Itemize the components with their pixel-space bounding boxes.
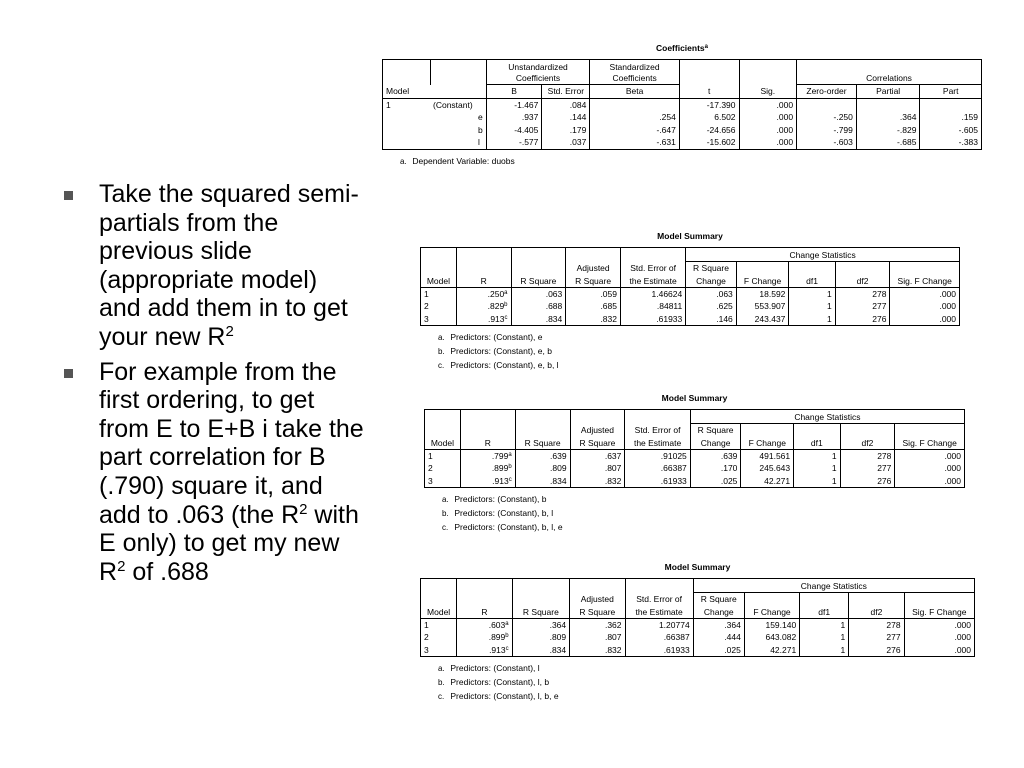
header-model: Model [421,605,457,618]
header-r-square: R Square [515,436,570,449]
table-row: 3 .913$^c$ .834 .832 .61933 .025 42.271 1 276 .000 [421,644,975,657]
header-standardized: Standardized Coefficients [590,60,680,85]
table-title: Model Summary [661,393,728,403]
header-sig-f-change: Sig. F Change [912,606,967,617]
header-sig-f-change: Sig. F Change [897,275,952,286]
header-correlations: Correlations [866,73,912,83]
header-model: Model [421,274,457,287]
table-row: b -4.405 .179 -.647 -24.656 .000 -.799 -.829 -.605 [383,124,982,137]
header-std-error: Std. Error [542,85,590,99]
header-change-statistics: Change Statistics [686,248,960,262]
table-title: Coefficients$^a$ [656,43,708,53]
bullet-text: Take the squared semi-partials from the previous slide (appropriate model) and add them in to get your new $R^2$ [99,180,359,351]
table-row: 3 .913$^c$ .834 .832 .61933 .146 243.437 1 276 .000 [421,313,960,326]
table-row: l -.577 .037 -.631 -15.602 .000 -.603 -.685 -.383 [383,136,982,149]
header-sig-f-change: Sig. F Change [902,437,957,448]
table-row: 1 (Constant) -1.467 .084 -17.390 .000 [383,98,982,111]
table-footnotes: a. Predictors: (Constant), e b. Predictors: (Constant), e, b c. Predictors: (Constant), e, b, l [438,332,559,370]
model-summary-table-1: Model Summary Change Statistics Adjusted Std. Error of R Square Model R R Square R Square the Estimate Change F Change df1 df2 Sig. F Change 1 .250$^a$ .063 .059 1.46624 .063 18.592 1 278 .000 2 .829$^b$ .688 .685 .84811 .625 553.907 1 277 .000 3 .913$^c$ .834 .832 .61933 .146 243.437 1 276 .000 a. Predictors: (Constant), e b. Predictors: (Constant), e, b c. Predictors: (Constant), e, b, l [420,231,960,372]
header-zero-order: Zero-order [797,85,857,99]
table-footnotes: a. Predictors: (Constant), l b. Predictors: (Constant), l, b c. Predictors: (Constant), l, b, e [438,663,559,701]
model-number: 1 [386,99,391,110]
model-summary-table-2: Model Summary Change Statistics Adjusted Std. Error of R Square Model R R Square R Square the Estimate Change F Change df1 df2 Sig. F Change 1 .799$^a$ .639 .637 .91025 .639 491.561 1 278 .000 2 .899$^b$ .809 .807 .66387 .170 245.643 1 277 .000 3 .913$^c$ .834 .832 .61933 .025 42.271 1 276 .000 a. Predictors: (Constant), b b. Predictors: (Constant), b, l c. Predictors: (Constant), b, l, e [424,393,965,534]
bullet-list [64,180,364,592]
header-partial: Partial [856,85,920,99]
header-r-square: R Square [511,274,566,287]
bullet-text: For example from the first ordering, to get from E to E+B i take the part correlation for B (.790) square it, and add to .063 (the $R^2$ with E only) to get my new $R^2$ of .688 [99,357,364,586]
table-title: Model Summary [664,562,731,572]
header-f-change: F Change [736,274,789,287]
header-r: R [457,605,512,618]
model-summary-table-3: Model Summary Change Statistics Adjusted Std. Error of R Square Model R R Square R Square the Estimate Change F Change df1 df2 Sig. F Change 1 .603$^a$ .364 .362 1.20774 .364 159.140 1 278 .000 2 .899$^b$ .809 .807 .66387 .444 643.082 1 277 .000 3 .913$^c$ .834 .832 .61933 .025 42.271 1 276 .000 a. Predictors: (Constant), l b. Predictors: (Constant), l, b c. Predictors: (Constant), l, b, e [420,562,975,703]
header-b: B [486,85,542,99]
table-row: e .937 .144 .254 6.502 .000 -.250 .364 .159 [383,111,982,124]
header-sig: Sig. [739,85,797,99]
header-f-change: F Change [741,436,794,449]
header-df1: df1 [789,274,835,287]
table-row: 1 .250$^a$ .063 .059 1.46624 .063 18.592 1 278 .000 [421,287,960,300]
table-row: 2 .899$^b$ .809 .807 .66387 .170 245.643 1 277 .000 [425,462,965,475]
table-row: 1 .603$^a$ .364 .362 1.20774 .364 159.140 1 278 .000 [421,618,975,631]
header-change-statistics: Change Statistics [690,410,964,424]
table-row: 1 .799$^a$ .639 .637 .91025 .639 491.561 1 278 .000 [425,449,965,462]
bullet-square-icon [64,191,73,200]
header-df2: df2 [840,436,895,449]
header-model: Model [386,86,410,96]
bullet-item [64,180,364,352]
table-row: 3 .913$^c$ .834 .832 .61933 .025 42.271 1 276 .000 [425,475,965,488]
header-part: Part [920,85,982,99]
table-footnote: a. Dependent Variable: duobs [400,155,515,166]
header-t: t [679,85,739,99]
header-df1: df1 [800,605,849,618]
header-f-change: F Change [744,605,799,618]
header-df2: df2 [835,274,890,287]
table-row: 2 .899$^b$ .809 .807 .66387 .444 643.082 1 277 .000 [421,631,975,644]
header-model: Model [425,436,461,449]
header-df2: df2 [849,605,904,618]
header-change-statistics: Change Statistics [693,579,974,593]
header-r: R [460,436,515,449]
table-title: Model Summary [657,231,723,241]
header-beta: Beta [590,85,680,99]
header-r-square: R Square [512,605,570,618]
header-r: R [456,274,511,287]
table-row: 2 .829$^b$ .688 .685 .84811 .625 553.907 1 277 .000 [421,300,960,313]
table-footnotes: a. Predictors: (Constant), b b. Predictors: (Constant), b, l c. Predictors: (Constant), b, l, e [442,494,563,532]
bullet-square-icon [64,369,73,378]
header-unstandardized: Unstandardized Coefficients [486,60,590,85]
coefficients-table [382,43,982,168]
header-df1: df1 [794,436,840,449]
bullet-item [64,358,364,587]
